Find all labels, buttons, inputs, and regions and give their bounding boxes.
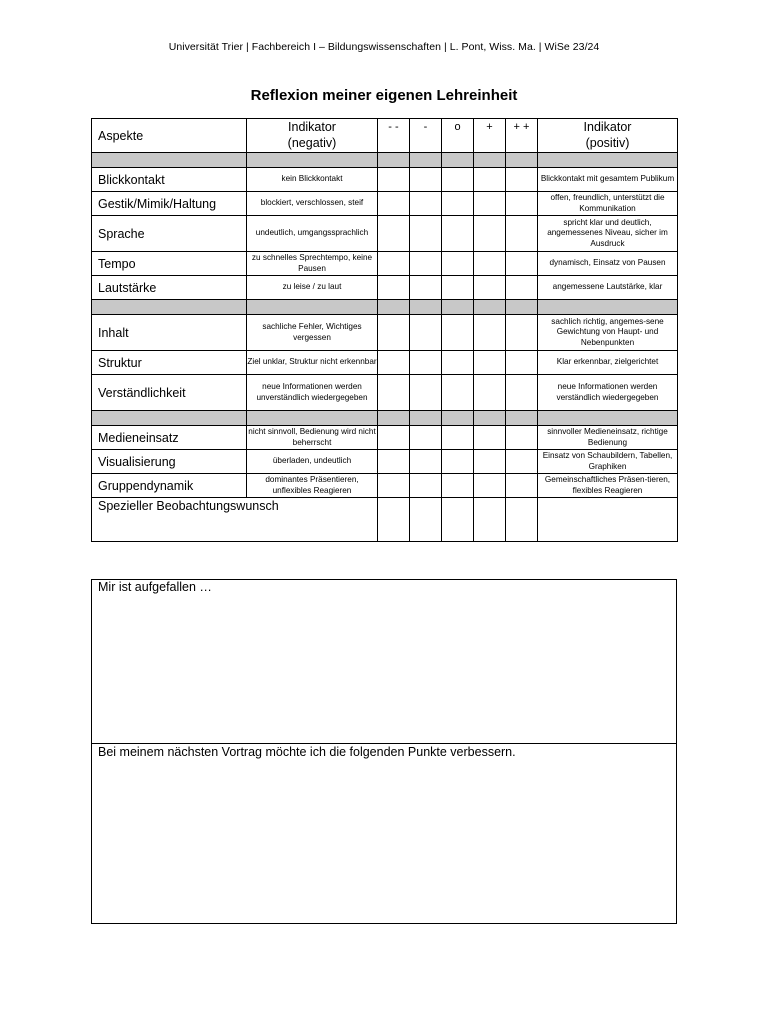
- negative-indicator: Ziel unklar, Struktur nicht erkennbar: [247, 351, 378, 375]
- negative-indicator: blockiert, verschlossen, steif: [247, 192, 378, 216]
- negative-indicator: undeutlich, umgangssprachlich: [247, 216, 378, 252]
- rating-cell[interactable]: [474, 216, 506, 252]
- section-divider: [92, 153, 678, 168]
- divider-cell: [506, 411, 538, 426]
- rating-cell[interactable]: [442, 375, 474, 411]
- table-row: [92, 375, 678, 411]
- divider-cell: [247, 411, 378, 426]
- rating-cell[interactable]: [442, 474, 474, 498]
- rating-cell[interactable]: [474, 474, 506, 498]
- positive-indicator: Einsatz von Schaubildern, Tabellen, Graphiken: [538, 450, 678, 474]
- positive-indicator: Klar erkennbar, zielgerichtet: [538, 351, 678, 375]
- rating-cell[interactable]: [442, 498, 474, 542]
- table-row: [92, 168, 678, 192]
- table-row: [92, 351, 678, 375]
- divider-cell: [442, 300, 474, 315]
- rating-cell[interactable]: [442, 252, 474, 276]
- divider-cell: [506, 153, 538, 168]
- table-row: [92, 450, 678, 474]
- rating-cell[interactable]: [506, 498, 538, 542]
- aspect-label: Blickkontakt: [92, 168, 247, 192]
- rating-cell[interactable]: [410, 450, 442, 474]
- aspect-label: Verständlichkeit: [92, 375, 247, 411]
- rating-cell[interactable]: [378, 351, 410, 375]
- rating-cell[interactable]: [506, 315, 538, 351]
- divider-cell: [474, 300, 506, 315]
- rating-cell[interactable]: [410, 216, 442, 252]
- divider-cell: [378, 411, 410, 426]
- rating-cell[interactable]: [474, 450, 506, 474]
- page-header: Universität Trier | Fachbereich I – Bildungswissenschaften | L. Pont, Wiss. Ma. | WiSe 23/24: [168, 41, 600, 53]
- rating-cell[interactable]: [506, 252, 538, 276]
- positive-indicator: angemessene Lautstärke, klar: [538, 276, 678, 300]
- rating-cell[interactable]: [442, 315, 474, 351]
- rating-cell[interactable]: [378, 474, 410, 498]
- table-row: [92, 315, 678, 351]
- rating-cell[interactable]: [474, 426, 506, 450]
- aspect-label: Visualisierung: [92, 450, 247, 474]
- rating-cell[interactable]: [442, 450, 474, 474]
- rating-cell[interactable]: [474, 276, 506, 300]
- column-header-scale: + +: [506, 119, 538, 153]
- neg-header-line2: (negativ): [287, 135, 337, 150]
- rating-cell[interactable]: [474, 498, 506, 542]
- rating-cell[interactable]: [410, 192, 442, 216]
- negative-indicator: dominantes Präsentieren, unflexibles Reagieren: [247, 474, 378, 498]
- positive-indicator: Gemeinschaftliches Präsen-tieren, flexibles Reagieren: [538, 474, 678, 498]
- rating-cell[interactable]: [410, 375, 442, 411]
- rating-cell[interactable]: [442, 216, 474, 252]
- aspect-label: Inhalt: [92, 315, 247, 351]
- column-header-scale: o: [442, 119, 474, 153]
- table-row: [92, 192, 678, 216]
- negative-indicator: neue Informationen werden unverständlich wiedergegeben: [247, 375, 378, 411]
- positive-indicator: dynamisch, Einsatz von Pausen: [538, 252, 678, 276]
- divider-cell: [247, 300, 378, 315]
- divider-cell: [442, 153, 474, 168]
- rating-cell[interactable]: [378, 498, 410, 542]
- divider-cell: [410, 300, 442, 315]
- negative-indicator: überladen, undeutlich: [247, 450, 378, 474]
- divider-cell: [538, 153, 678, 168]
- observation-box[interactable]: [91, 579, 677, 744]
- rating-cell[interactable]: [378, 192, 410, 216]
- rating-cell[interactable]: [506, 426, 538, 450]
- rating-cell[interactable]: [442, 168, 474, 192]
- column-header-scale: -: [410, 119, 442, 153]
- column-header-scale: - -: [378, 119, 410, 153]
- rating-cell[interactable]: [378, 276, 410, 300]
- rating-cell[interactable]: [410, 474, 442, 498]
- rating-cell[interactable]: [442, 351, 474, 375]
- improvement-label: Bei meinem nächsten Vortrag möchte ich die folgenden Punkte verbessern.: [98, 745, 516, 759]
- rating-cell[interactable]: [410, 351, 442, 375]
- divider-cell: [442, 411, 474, 426]
- rating-cell[interactable]: [378, 168, 410, 192]
- section-divider: [92, 411, 678, 426]
- special-request-label: Spezieller Beobachtungswunsch: [92, 498, 378, 542]
- rating-cell[interactable]: [410, 168, 442, 192]
- aspect-label: Gruppendynamik: [92, 474, 247, 498]
- rating-cell[interactable]: [506, 450, 538, 474]
- neg-header-line1: Indikator: [288, 119, 336, 134]
- divider-cell: [410, 411, 442, 426]
- rating-cell[interactable]: [474, 168, 506, 192]
- rating-cell[interactable]: [410, 426, 442, 450]
- observation-label: Mir ist aufgefallen …: [98, 580, 212, 594]
- rating-cell[interactable]: [506, 192, 538, 216]
- divider-cell: [506, 300, 538, 315]
- special-request-positive[interactable]: [538, 498, 678, 542]
- rating-cell[interactable]: [410, 252, 442, 276]
- reflection-table: [91, 118, 678, 542]
- rating-cell[interactable]: [474, 375, 506, 411]
- rating-cell[interactable]: [378, 375, 410, 411]
- pos-header-line2: (positiv): [585, 135, 630, 150]
- positive-indicator: Blickkontakt mit gesamtem Publikum: [538, 168, 678, 192]
- pos-header-line1: Indikator: [583, 119, 632, 134]
- table-row: [92, 276, 678, 300]
- negative-indicator: nicht sinnvoll, Bedienung wird nicht beherrscht: [247, 426, 378, 450]
- divider-cell: [474, 153, 506, 168]
- section-divider: [92, 300, 678, 315]
- rating-cell[interactable]: [378, 315, 410, 351]
- column-header-scale: +: [474, 119, 506, 153]
- rating-cell[interactable]: [378, 450, 410, 474]
- rating-cell[interactable]: [474, 351, 506, 375]
- rating-cell[interactable]: [506, 168, 538, 192]
- aspect-label: Gestik/Mimik/Haltung: [92, 192, 247, 216]
- divider-cell: [92, 300, 247, 315]
- positive-indicator: offen, freundlich, unterstützt die Kommunikation: [538, 192, 678, 216]
- negative-indicator: zu leise / zu laut: [247, 276, 378, 300]
- special-request-row: [92, 498, 678, 542]
- divider-cell: [538, 411, 678, 426]
- aspect-label: Lautstärke: [92, 276, 247, 300]
- positive-indicator: neue Informationen werden verständlich wiedergegeben: [538, 375, 678, 411]
- aspect-label: Sprache: [92, 216, 247, 252]
- divider-cell: [92, 153, 247, 168]
- divider-cell: [378, 300, 410, 315]
- table-row: [92, 426, 678, 450]
- column-header-aspekte: Aspekte: [92, 119, 247, 153]
- rating-cell[interactable]: [506, 375, 538, 411]
- aspect-label: Tempo: [92, 252, 247, 276]
- table-row: [92, 216, 678, 252]
- rating-cell[interactable]: [506, 351, 538, 375]
- rating-cell[interactable]: [474, 192, 506, 216]
- aspect-label: Medieneinsatz: [92, 426, 247, 450]
- rating-cell[interactable]: [474, 252, 506, 276]
- column-header-positive: [538, 119, 678, 153]
- rating-cell[interactable]: [410, 315, 442, 351]
- positive-indicator: sachlich richtig, angemes-sene Gewichtung von Haupt- und Nebenpunkten: [538, 315, 678, 351]
- rating-cell[interactable]: [378, 426, 410, 450]
- rating-cell[interactable]: [474, 315, 506, 351]
- positive-indicator: spricht klar und deutlich, angemessenes Niveau, sicher im Ausdruck: [538, 216, 678, 252]
- divider-cell: [378, 153, 410, 168]
- improvement-box[interactable]: [91, 743, 677, 924]
- divider-cell: [247, 153, 378, 168]
- rating-cell[interactable]: [378, 216, 410, 252]
- table-row: [92, 252, 678, 276]
- positive-indicator: sinnvoller Medieneinsatz, richtige Bedienung: [538, 426, 678, 450]
- table-row: [92, 474, 678, 498]
- divider-cell: [474, 411, 506, 426]
- negative-indicator: sachliche Fehler, Wichtiges vergessen: [247, 315, 378, 351]
- rating-cell[interactable]: [442, 276, 474, 300]
- rating-cell[interactable]: [506, 276, 538, 300]
- rating-cell[interactable]: [410, 498, 442, 542]
- negative-indicator: zu schnelles Sprechtempo, keine Pausen: [247, 252, 378, 276]
- rating-cell[interactable]: [410, 276, 442, 300]
- divider-cell: [92, 411, 247, 426]
- table-header-row: [92, 119, 678, 153]
- negative-indicator: kein Blickkontakt: [247, 168, 378, 192]
- divider-cell: [538, 300, 678, 315]
- rating-cell[interactable]: [506, 216, 538, 252]
- rating-cell[interactable]: [506, 474, 538, 498]
- rating-cell[interactable]: [378, 252, 410, 276]
- column-header-negative: [247, 119, 378, 153]
- aspect-label: Struktur: [92, 351, 247, 375]
- rating-cell[interactable]: [442, 192, 474, 216]
- rating-cell[interactable]: [442, 426, 474, 450]
- page-title: Reflexion meiner eigenen Lehreinheit: [250, 87, 518, 104]
- divider-cell: [410, 153, 442, 168]
